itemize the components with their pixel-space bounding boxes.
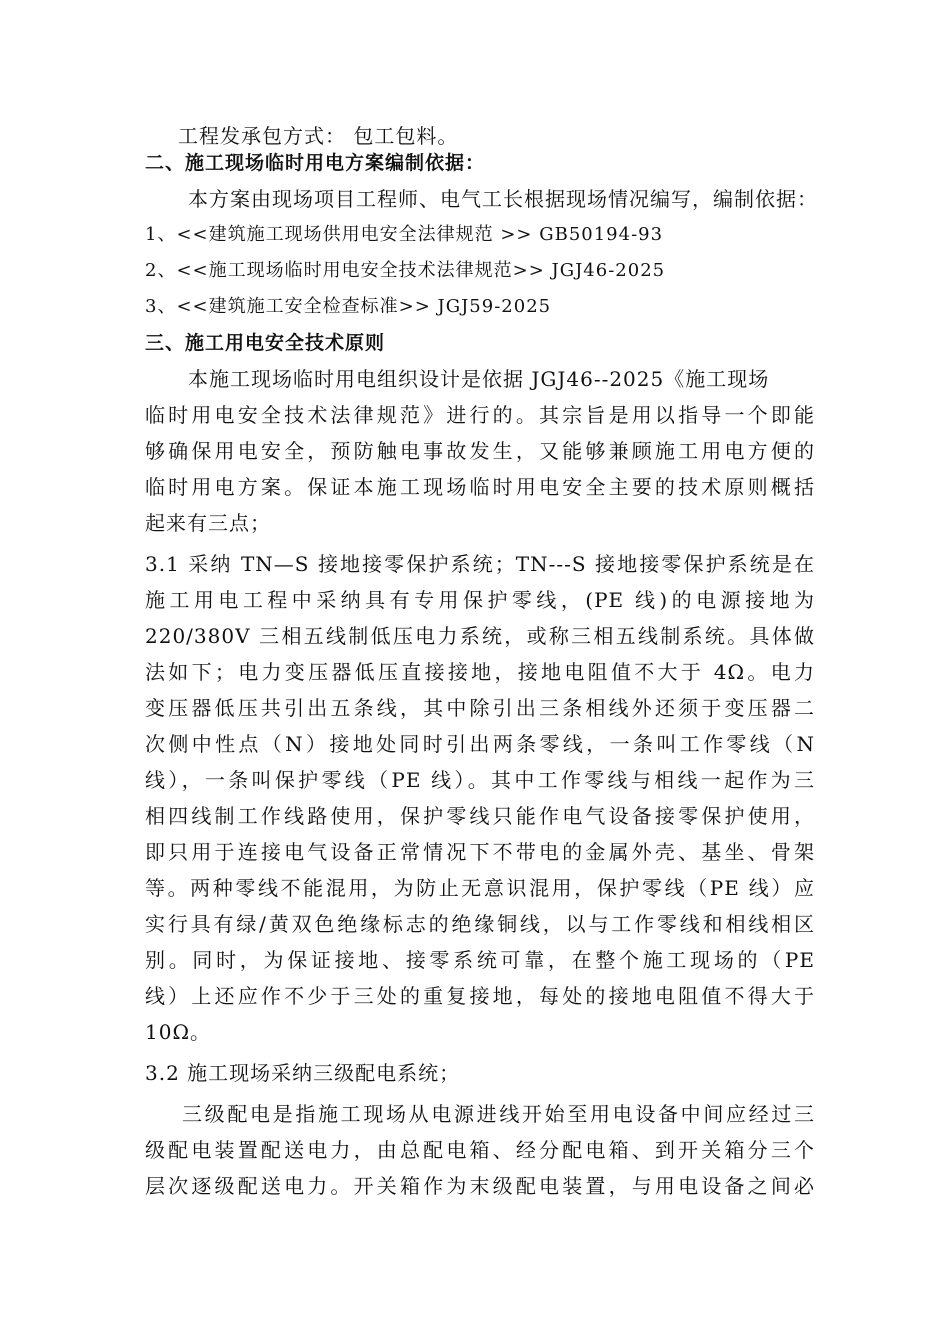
section2-intro: 本方案由现场项目工程师、电气工长根据现场情况编写，编制依据： — [188, 187, 818, 211]
reference-item: 1、<<建筑施工现场供用电安全法律规范 >> GB50194-93 — [145, 224, 664, 245]
section3-heading: 三、施工用电安全技术原则 — [145, 332, 386, 354]
reference-item: 2、<<施工现场临时用电安全技术法律规范>> JGJ46-2025 — [145, 260, 666, 281]
clause-3-1-line: 即只用于连接电气设备正常情况下不带电的金属外壳、基坐、骨架 — [145, 840, 815, 864]
clause-3-2-line: 三级配电是指施工现场从电源进线开始至用电设备中间应经过三 — [182, 1102, 815, 1126]
clause-3-1-line: 10Ω。 — [145, 1020, 212, 1044]
section3-intro-line: 临时用电方案。保证本施工现场临时用电安全主要的技术原则概括 — [145, 475, 815, 499]
clause-3-1-line: 线）上还应作不少于三处的重复接地，每处的接地电阻值不得大于 — [145, 984, 815, 1008]
clause-3-1-line: 法如下；电力变压器低压直接接地，接地电阻值不大于 4Ω。电力 — [145, 660, 815, 684]
clause-3-1-line: 实行具有绿/黄双色绝缘标志的绝缘铜线，以与工作零线和相线相区 — [145, 912, 815, 936]
reference-item: 3、<<建筑施工安全检查标准>> JGJ59-2025 — [145, 296, 552, 317]
clause-3-1-line: 变压器低压共引出五条线，其中除引出三条相线外还须于变压器二 — [145, 696, 815, 720]
clause-3-1-line: 等。两种零线不能混用，为防止无意识混用，保护零线（PE 线）应 — [145, 876, 815, 900]
section2-heading: 二、施工现场临时用电方案编制依据： — [145, 152, 486, 174]
clause-3-2-heading: 3.2 施工现场采纳三级配电系统； — [145, 1061, 461, 1085]
section3-intro-line: 够确保用电安全，预防触电事故发生，又能够兼顾施工用电方便的 — [145, 439, 815, 463]
clause-3-2-line: 级配电装置配送电力，由总配电箱、经分配电箱、到开关箱分三个 — [145, 1138, 815, 1162]
clause-3-1-line: 线），一条叫保护零线（PE 线）。其中工作零线与相线一起作为三 — [145, 768, 815, 792]
section3-intro-line: 起来有三点； — [145, 511, 271, 535]
contract-method-line: 工程发承包方式： 包工包料。 — [178, 124, 459, 148]
clause-3-1-line: 施工用电工程中采纳具有专用保护零线，(PE 线)的电源接地为 — [145, 588, 815, 612]
clause-3-1-line: 别。同时，为保证接地、接零系统可靠，在整个施工现场的（PE — [145, 948, 815, 972]
clause-3-2-line: 层次逐级配送电力。开关箱作为末级配电装置，与用电设备之间必 — [145, 1174, 815, 1198]
clause-3-1-line: 次侧中性点（N）接地处同时引出两条零线，一条叫工作零线（N — [145, 732, 815, 756]
section3-intro-line: 本施工现场临时用电组织设计是依据 JGJ46--2025《施工现场 — [188, 367, 770, 391]
clause-3-1-line: 220/380V 三相五线制低压电力系统，或称三相五线制系统。具体做 — [145, 624, 815, 648]
clause-3-1-line: 3.1 采纳 TN—S 接地接零保护系统；TN---S 接地接零保护系统是在 — [145, 552, 815, 576]
clause-3-1-line: 相四线制工作线路使用，保护零线只能作电气设备接零保护使用， — [145, 804, 815, 828]
section3-intro-line: 临时用电安全技术法律规范》进行的。其宗旨是用以指导一个即能 — [145, 403, 815, 427]
